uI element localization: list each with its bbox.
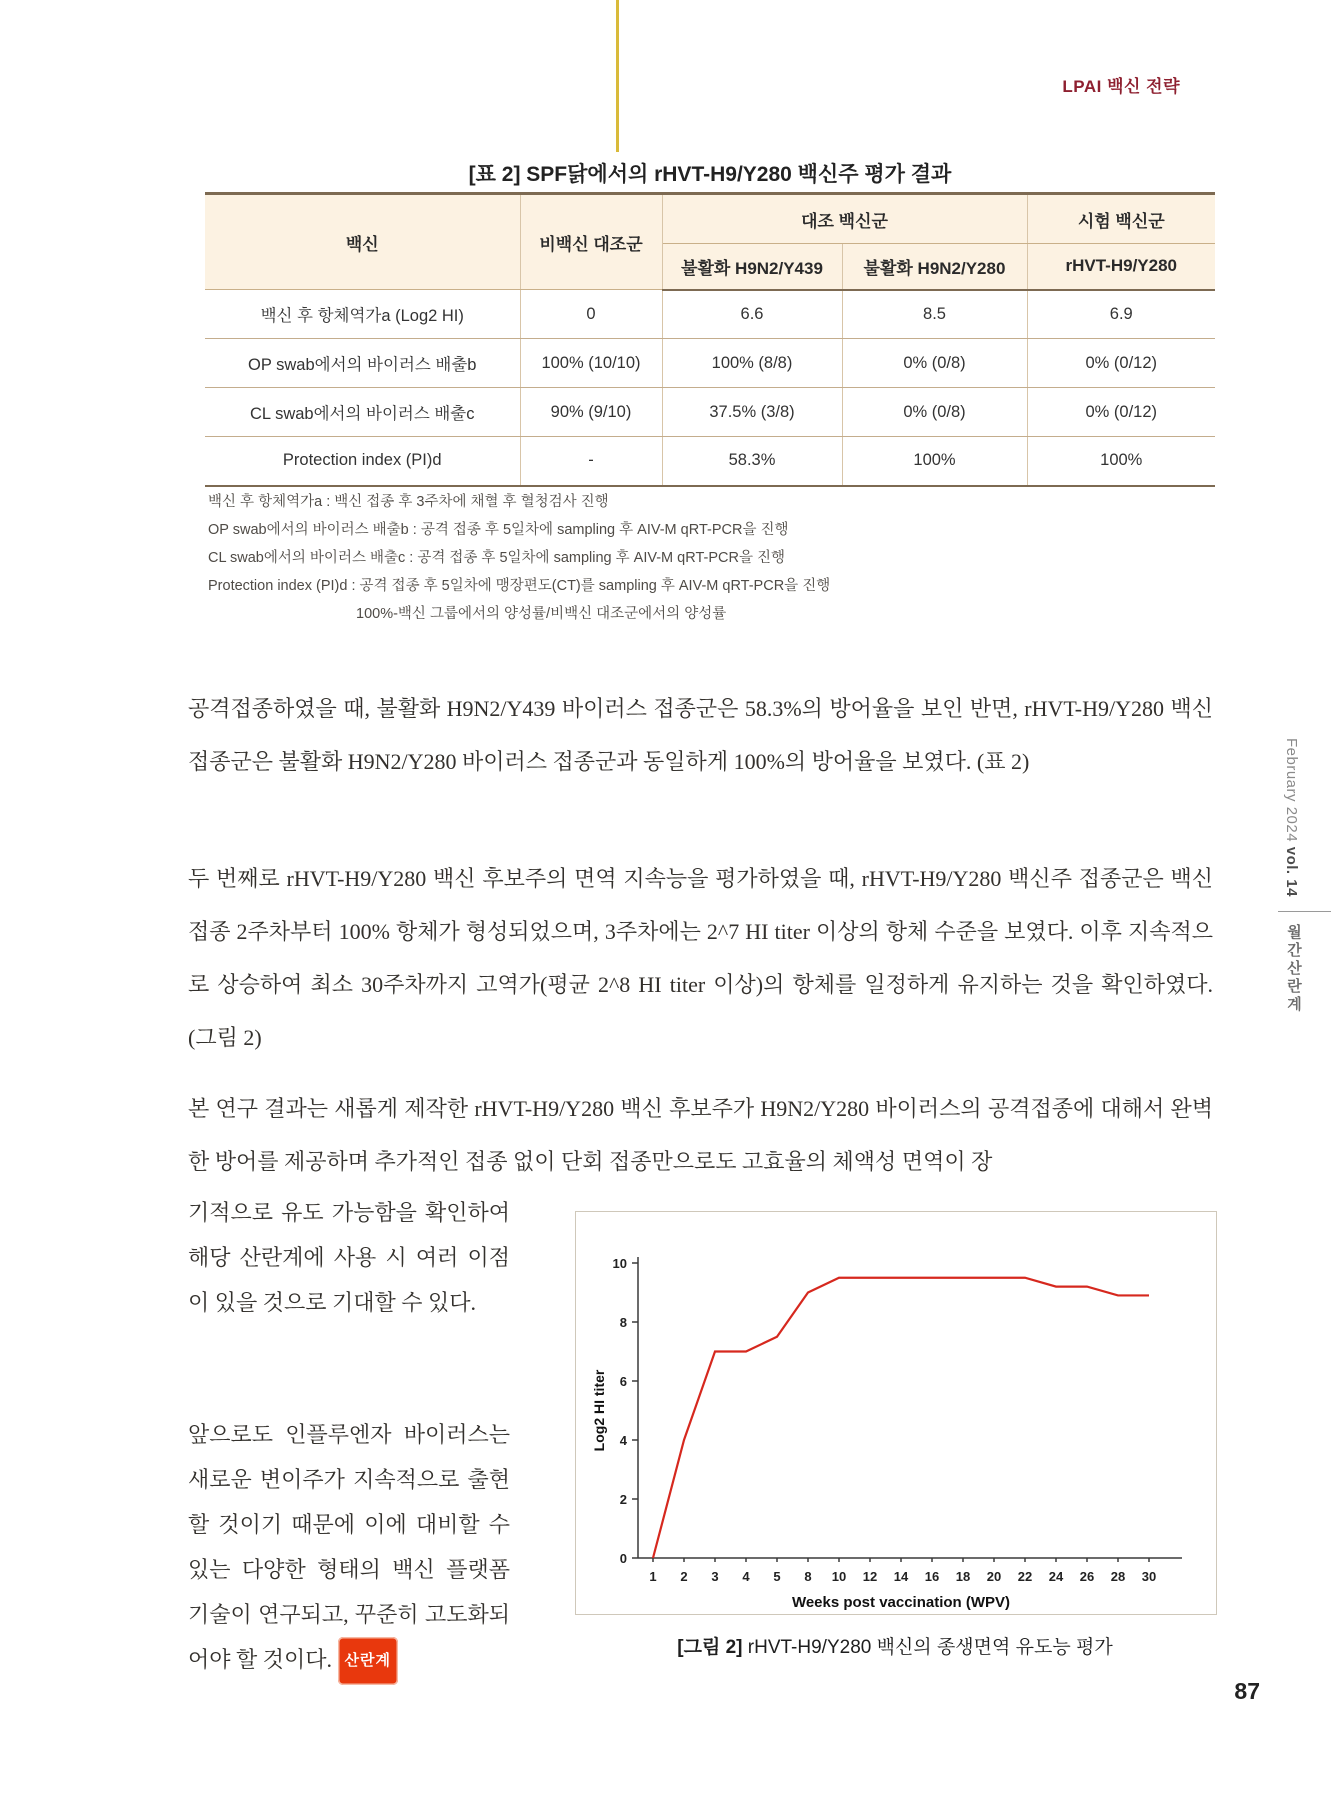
paragraph-4 <box>188 1412 510 1685</box>
figure-caption-text: rHVT-H9/Y280 백신의 종생면역 유도능 평가 <box>742 1637 1113 1658</box>
svg-text:2: 2 <box>619 1492 627 1507</box>
figure-caption-label: [그림 2] <box>677 1637 743 1658</box>
paragraph-3-narrow: 기적으로 유도 가능함을 확인하여 해당 산란계에 사용 시 여러 이점이 있을 것으로 기대할 수 있다. <box>188 1200 510 1315</box>
top-accent-line <box>616 0 619 152</box>
svg-text:6: 6 <box>619 1374 627 1389</box>
page-number: 87 <box>1234 1678 1260 1704</box>
sidebar-issue-volume <box>1283 738 1300 897</box>
cell-value: 0% (0/8) <box>842 388 1027 437</box>
row-label: CL swab에서의 바이러스 배출c <box>205 388 520 437</box>
svg-text:4: 4 <box>742 1569 750 1584</box>
paragraph-2: 두 번째로 rHVT-H9/Y280 백신 후보주의 면역 지속능을 평가하였을 때, rHVT-H9/Y280 백신주 접종군은 백신 접종 2주차부터 100% 항체가 형성되었으며, 3주차에는 2^7 HI titer 이상의 항체 수준을 보였다. 이후 지속적으로 상승하여 최소 30주차까지 고역가(평균 2^8 HI titer 이상)의 항체를 일정하게 유지하는 것을 확인하였다. (그림 2) <box>188 866 1213 1050</box>
cell-value: 0% (0/12) <box>1027 339 1215 388</box>
paragraph-3-wide: 본 연구 결과는 새롭게 제작한 rHVT-H9/Y280 백신 후보주가 H9N2/Y280 바이러스의 공격접종에 대해서 완벽한 방어를 제공하며 추가적인 접종 없이 단회 접종만으로도 고효율의 체액성 면역이 장 <box>188 1096 1213 1174</box>
col-header-vaccine: 백신 <box>205 194 520 290</box>
col-subheader-y280: 불활화 H9N2/Y280 <box>842 244 1027 290</box>
cell-value: 58.3% <box>662 437 842 486</box>
col-header-unvaccinated: 비백신 대조군 <box>520 194 662 290</box>
svg-text:30: 30 <box>1141 1569 1157 1584</box>
svg-text:18: 18 <box>955 1569 971 1584</box>
cell-value: 6.9 <box>1027 290 1215 339</box>
footnote: Protection index (PI)d : 공격 접종 후 5일차에 맹장편도(CT)를 sampling 후 AIV-M qRT-PCR을 진행 <box>208 578 831 594</box>
paragraph-1: 공격접종하였을 때, 불활화 H9N2/Y439 바이러스 접종군은 58.3%의 방어율을 보인 반면, rHVT-H9/Y280 백신 접종군은 불활화 H9N2/Y280 바이러스 접종군과 동일하게 100%의 방어율을 보였다. (표 2) <box>188 696 1213 774</box>
vaccine-evaluation-table <box>205 192 1215 487</box>
svg-text:Log2 HI titer: Log2 HI titer <box>591 1369 607 1452</box>
cell-value: 8.5 <box>842 290 1027 339</box>
col-header-test-group: 시험 백신군 <box>1027 194 1215 244</box>
svg-text:28: 28 <box>1110 1569 1126 1584</box>
cell-value: 0% (0/8) <box>842 339 1027 388</box>
cell-value: 90% (9/10) <box>520 388 662 437</box>
footnote: CL swab에서의 바이러스 배출c : 공격 접종 후 5일차에 sampling 후 AIV-M qRT-PCR을 진행 <box>208 550 785 566</box>
sidebar-magazine-name: 월간산란계 <box>1285 924 1302 1014</box>
col-subheader-y439: 불활화 H9N2/Y439 <box>662 244 842 290</box>
table-row <box>205 388 1215 437</box>
sidebar-volume: vol. 14 <box>1283 846 1300 897</box>
paragraph-4-text: 앞으로도 인플루엔자 바이러스는 새로운 변이주가 지속적으로 출현할 것이기 때문에 이에 대비할 수 있는 다양한 형태의 백신 플랫폼 기술이 연구되고, 꾸준히 고도화되어야 할 것이다. <box>188 1422 510 1672</box>
svg-text:22: 22 <box>1017 1569 1033 1584</box>
svg-text:1: 1 <box>649 1569 657 1584</box>
table-row <box>205 339 1215 388</box>
cell-value: 100% <box>1027 437 1215 486</box>
cell-value: 0 <box>520 290 662 339</box>
svg-text:20: 20 <box>986 1569 1002 1584</box>
svg-text:12: 12 <box>862 1569 878 1584</box>
immunity-chart-svg <box>576 1212 1214 1612</box>
svg-text:8: 8 <box>804 1569 812 1584</box>
svg-text:16: 16 <box>924 1569 940 1584</box>
svg-text:5: 5 <box>773 1569 781 1584</box>
footnote: 100%-백신 그룹에서의 양성률/비백신 대조군에서의 양성률 <box>356 606 727 622</box>
svg-text:0: 0 <box>619 1551 627 1566</box>
row-label: Protection index (PI)d <box>205 437 520 486</box>
svg-text:Weeks post vaccination (WPV): Weeks post vaccination (WPV) <box>791 1594 1011 1611</box>
table-row <box>205 437 1215 486</box>
svg-text:14: 14 <box>893 1569 909 1584</box>
col-subheader-rhvt: rHVT-H9/Y280 <box>1027 244 1215 290</box>
row-label: OP swab에서의 바이러스 배출b <box>205 339 520 388</box>
cell-value: 100% <box>842 437 1027 486</box>
svg-text:4: 4 <box>619 1433 627 1448</box>
svg-text:3: 3 <box>711 1569 719 1584</box>
sidebar-divider <box>1278 911 1331 912</box>
cell-value: 100% (8/8) <box>662 339 842 388</box>
sidebar-issue: February 2024 <box>1283 738 1300 847</box>
cell-value: - <box>520 437 662 486</box>
svg-text:2: 2 <box>680 1569 688 1584</box>
svg-text:10: 10 <box>612 1256 627 1271</box>
footnote: 백신 후 항체역가a : 백신 접종 후 3주차에 채혈 후 혈청검사 진행 <box>208 494 609 510</box>
table-row <box>205 290 1215 339</box>
cell-value: 37.5% (3/8) <box>662 388 842 437</box>
svg-text:8: 8 <box>619 1315 627 1330</box>
figure-2-caption <box>575 1632 1215 1659</box>
svg-text:26: 26 <box>1079 1569 1095 1584</box>
cell-value: 0% (0/12) <box>1027 388 1215 437</box>
table-footnotes <box>208 488 1108 628</box>
cell-value: 100% (10/10) <box>520 339 662 388</box>
figure-2-box <box>575 1211 1217 1615</box>
cell-value: 6.6 <box>662 290 842 339</box>
magazine-end-badge: 산란계 <box>338 1637 398 1685</box>
svg-text:24: 24 <box>1048 1569 1064 1584</box>
row-label: 백신 후 항체역가a (Log2 HI) <box>205 290 520 339</box>
running-head: LPAI 백신 전략 <box>1062 77 1180 96</box>
footnote: OP swab에서의 바이러스 배출b : 공격 접종 후 5일차에 sampling 후 AIV-M qRT-PCR을 진행 <box>208 522 789 538</box>
table-title: [표 2] SPF닭에서의 rHVT-H9/Y280 백신주 평가 결과 <box>468 163 952 186</box>
svg-text:10: 10 <box>831 1569 847 1584</box>
col-header-control-group: 대조 백신군 <box>662 194 1027 244</box>
